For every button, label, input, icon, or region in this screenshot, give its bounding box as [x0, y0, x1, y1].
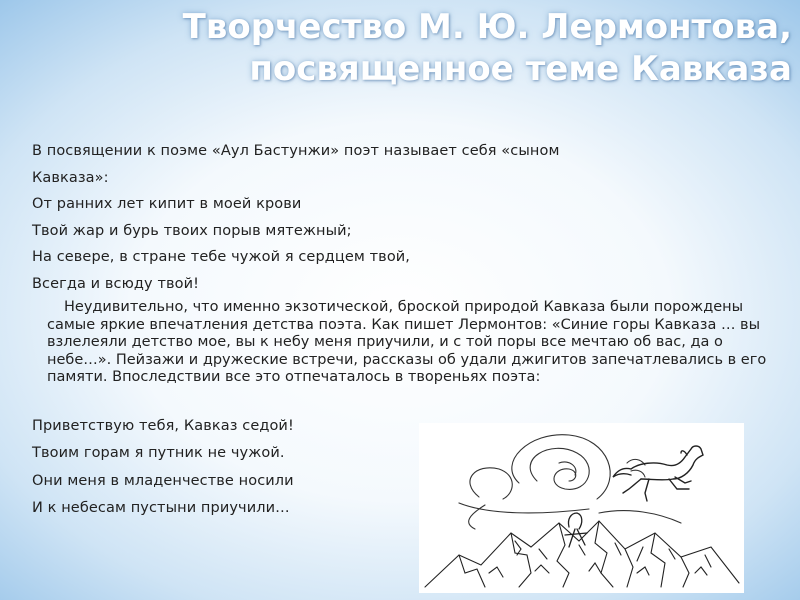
biography-paragraph: Неудивительно, что именно экзотической, броской природой Кавказа были порождены самые яркие впечатления детства поэта. Как пишет Лермонтов: «Синие горы Кавказа … вы взлелеяли детство мое, вы к небу меня приучили, и с той поры все мечтаю об вас, да о небе…». Пейзажи и дружеские встречи, рассказы об удали джигитов запечатлевались в его памяти. Впоследствии все это отпечаталось в твореньях поэта:: [47, 299, 767, 386]
rider-icon: [565, 513, 587, 547]
poem-1-line-1: От ранних лет кипит в моей крови: [32, 196, 302, 212]
poem-1-line-4: Всегда и всюду твой!: [32, 275, 200, 292]
slide-title-line-1: Творчество М. Ю. Лермонтова,: [182, 7, 792, 47]
poem-2-line-2: Твоим горам я путник не чужой.: [32, 445, 285, 462]
intro-line-1: В посвящении к поэме «Аул Бастунжи» поэт называет себя «сыном: [32, 143, 560, 159]
poem-2-line-1: Приветствую тебя, Кавказ седой!: [32, 417, 294, 434]
slide-title: [0, 6, 792, 90]
poem-1-line-2: Твой жар и бурь твоих порыв мятежный;: [32, 222, 352, 239]
slide-title-line-2: посвященное теме Кавказа: [249, 49, 792, 89]
poem-1-line-3: На севере, в стране тебе чужой я сердцем твой,: [32, 249, 411, 265]
intro-line-2: Кавказа»:: [32, 169, 109, 186]
horse-icon: [613, 446, 703, 501]
poem-2-line-3: Они меня в младенчестве носили: [32, 472, 294, 489]
poem-2-line-4: И к небесам пустыни приучили…: [32, 500, 290, 517]
mountains-icon: [425, 521, 739, 587]
mountain-sketch-illustration: [419, 423, 744, 593]
